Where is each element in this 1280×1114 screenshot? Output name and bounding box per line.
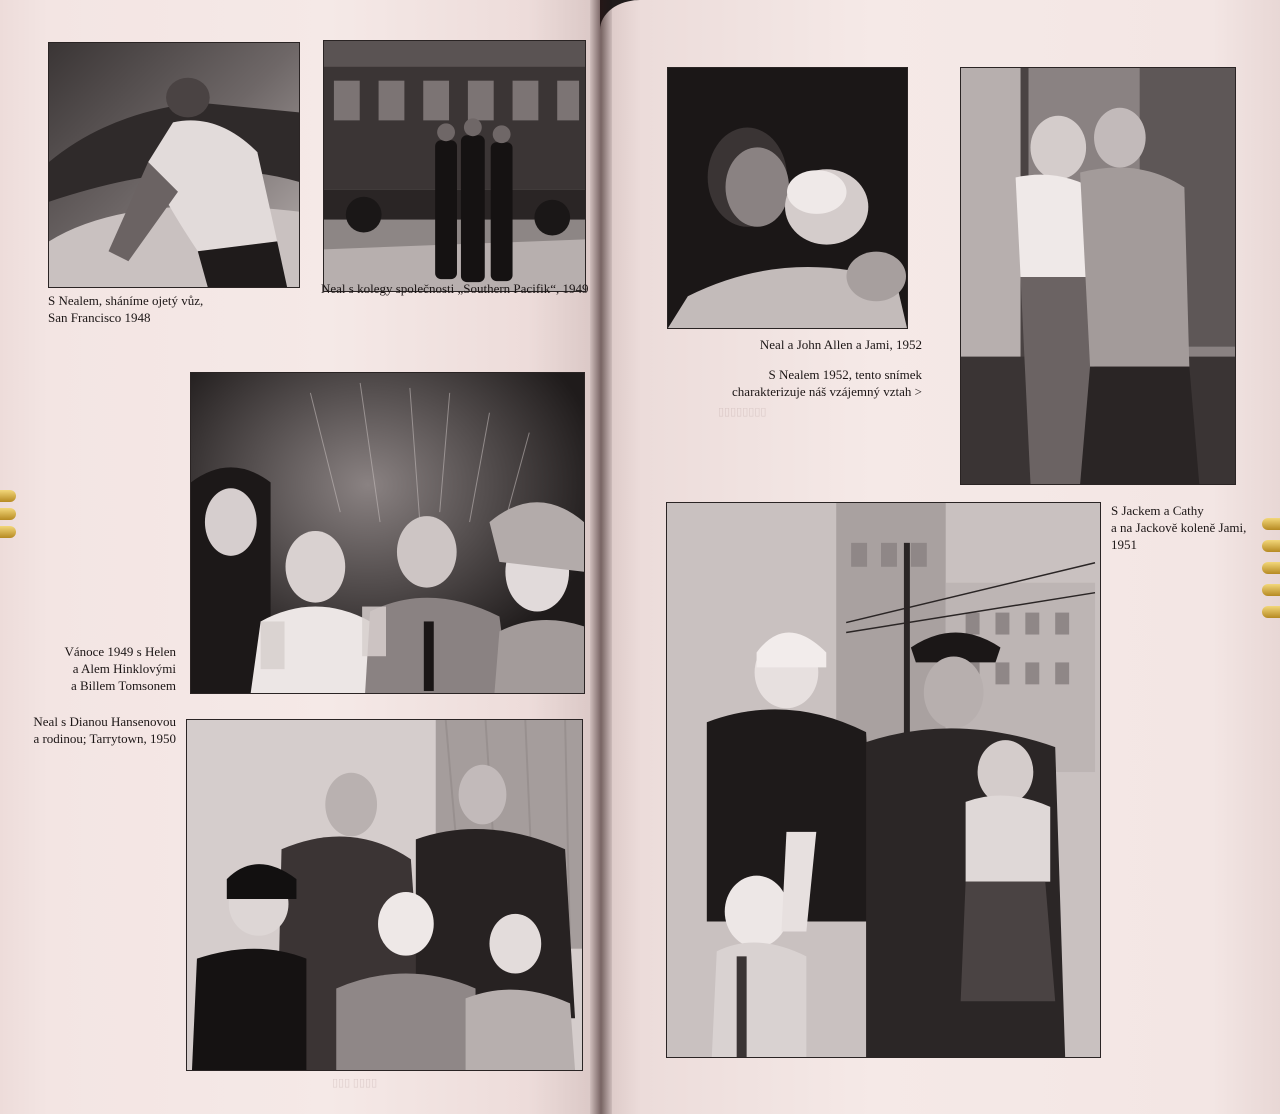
- left-page: [0, 0, 600, 1114]
- binder-clip-right: [1262, 562, 1280, 574]
- caption-christmas: [60, 643, 176, 694]
- caption-line: charakterizuje náš vzájemný vztah >: [732, 384, 922, 399]
- caption-line: 1951: [1111, 537, 1137, 552]
- photo-neal-children: [667, 67, 908, 329]
- caption-line: S Nealem 1952, tento snímek: [768, 367, 922, 382]
- caption-line: S Jackem a Cathy: [1111, 503, 1204, 518]
- binder-clip-left: [0, 526, 16, 538]
- binder-clip-right: [1262, 584, 1280, 596]
- right-page: [600, 0, 1280, 1114]
- caption-line: S Nealem, sháníme ojetý vůz,: [48, 293, 204, 308]
- photo-train-colleagues: [323, 40, 586, 292]
- caption-couple: [640, 366, 922, 400]
- photo-neal-car: [48, 42, 300, 288]
- caption-family: [30, 713, 176, 747]
- binder-clip-right: [1262, 540, 1280, 552]
- caption-car: [48, 292, 203, 326]
- binder-clip-right: [1262, 518, 1280, 530]
- caption-line: Vánoce 1949 s Helen: [64, 644, 176, 659]
- caption-line: a rodinou; Tarrytown, 1950: [33, 731, 176, 746]
- photo-christmas-party: [190, 372, 585, 694]
- caption-line: Neal s Dianou Hansenovou: [33, 714, 176, 729]
- bleed-through-text: ▯▯▯ ▯▯▯▯: [332, 1077, 378, 1089]
- binder-clip-left: [0, 508, 16, 520]
- photo-family-group: [186, 719, 583, 1071]
- caption-train: [321, 280, 589, 297]
- caption-jack: [1111, 502, 1246, 553]
- caption-line: a Billem Tomsonem: [70, 678, 176, 693]
- caption-child: [660, 336, 922, 353]
- photo-jack-cathy-jami: [666, 502, 1101, 1058]
- caption-line: San Francisco 1948: [48, 310, 151, 325]
- caption-line: Neal s kolegy společnosti „Southern Pacifik“, 1949: [321, 281, 589, 296]
- caption-line: a na Jackově koleně Jami,: [1111, 520, 1247, 535]
- binder-clip-right: [1262, 606, 1280, 618]
- bleed-through-text: ▯▯▯▯▯▯▯▯: [718, 406, 767, 418]
- caption-line: Neal a John Allen a Jami, 1952: [759, 337, 922, 352]
- photo-couple-embrace: [960, 67, 1236, 485]
- book-gutter: [590, 0, 612, 1114]
- caption-line: a Alem Hinklovými: [72, 661, 176, 676]
- binder-clip-left: [0, 490, 16, 502]
